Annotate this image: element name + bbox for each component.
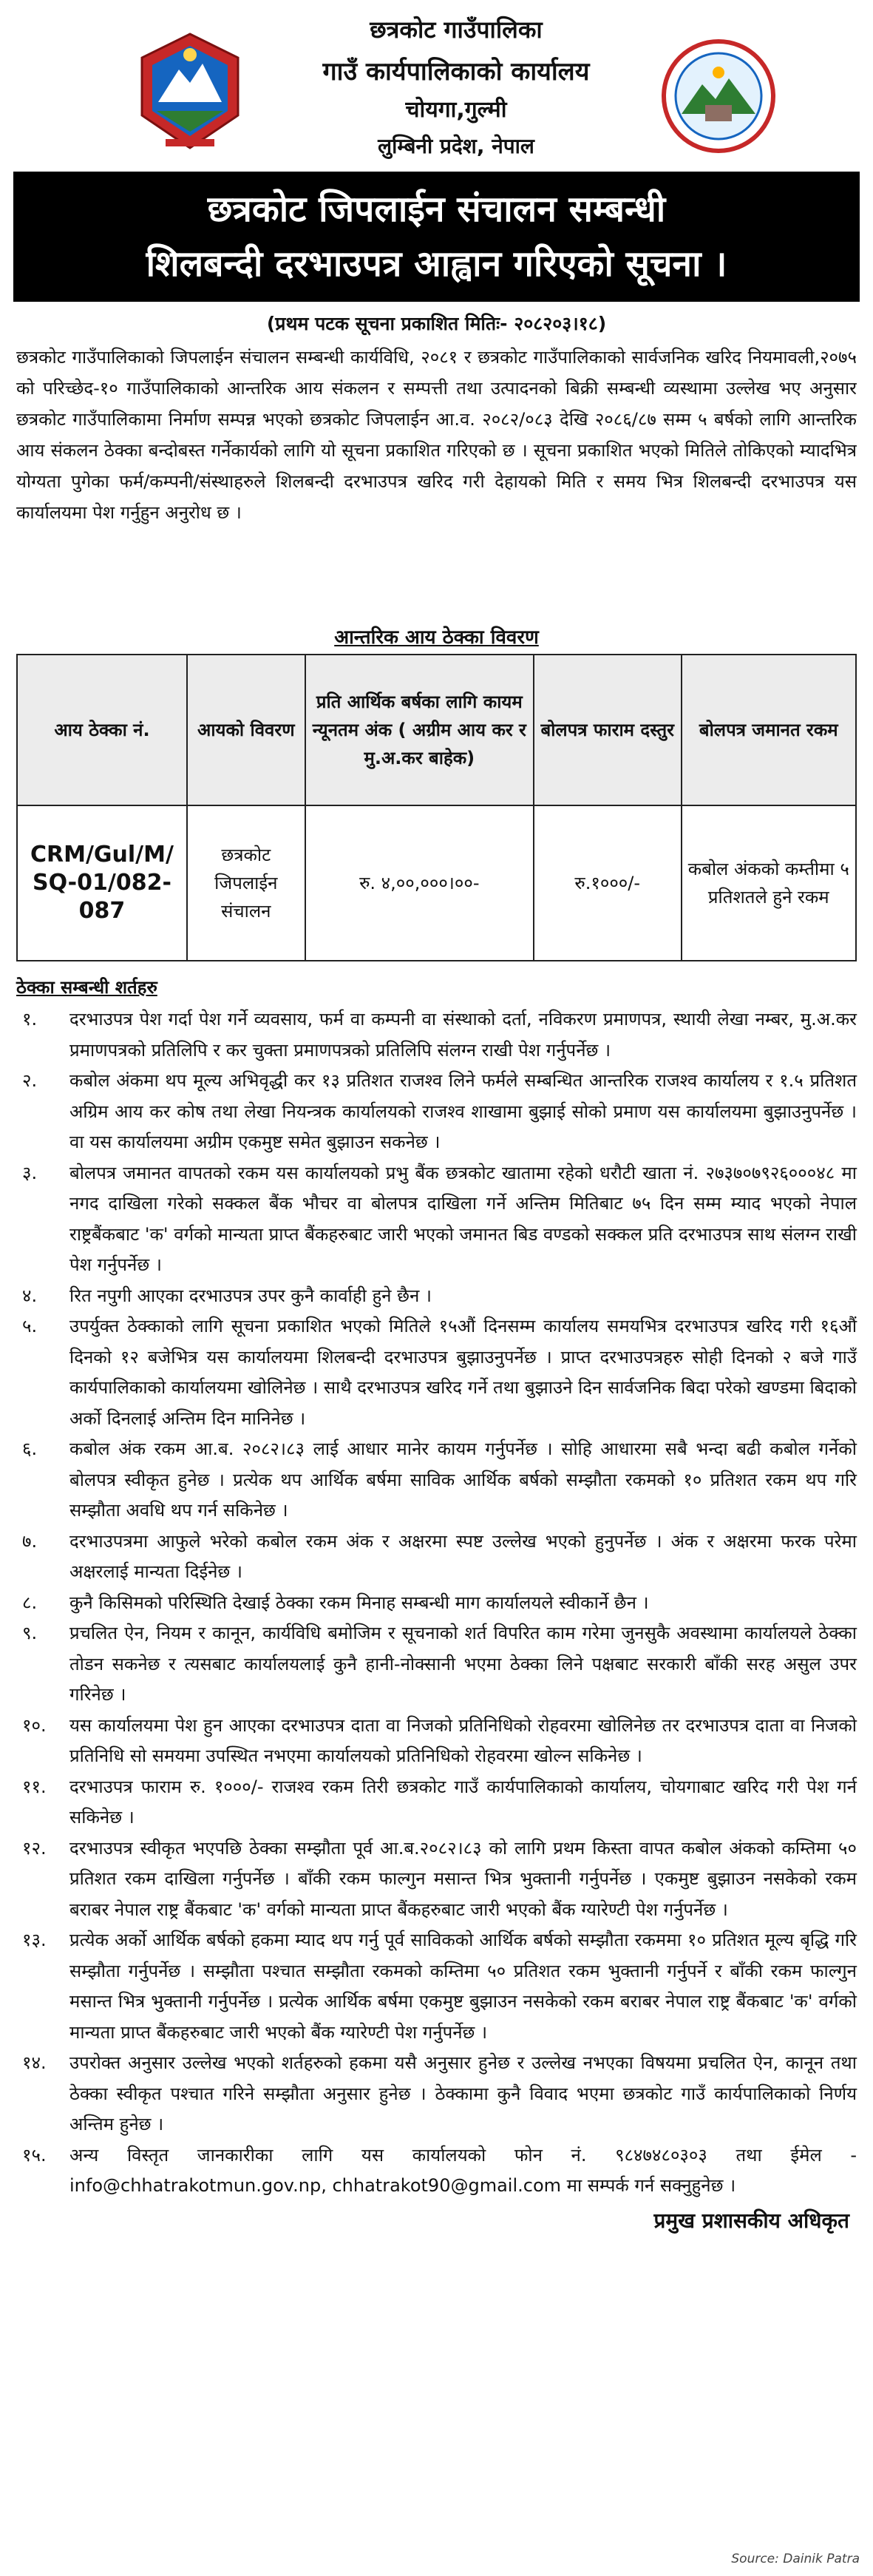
term-number: १.: [22, 1009, 38, 1030]
term-text: दरभाउपत्र पेश गर्दा पेश गर्ने व्यवसाय, फर्म वा कम्पनी वा संस्थाको दर्ता, नविकरण प्रमाणपत्र, स्थायी लेखा नम्बर, मु.अ.कर प्रमाणपत्रको प्रतिलिपि र कर चुक्ता प्रमाणपत्रको प्रतिलिपि संलग्न राखी पेश गर्नुपर्नेछ ।: [69, 1009, 857, 1061]
org-name: छत्रकोट गाउँपालिका: [370, 16, 543, 44]
term-text: कबोल अंक रकम आ.ब. २०८२।८३ लाई आधार मानेर कायम गर्नुपर्नेछ । सोहि आधारमा सबै भन्दा बढी कबोल गर्नेको बोलपत्र स्वीकृत हुनेछ । प्रत्येक थप आर्थिक बर्षमा साविक आर्थिक बर्षको सम्झौता रकमको १० प्रतिशत रकम थप गरि सम्झौता अवधि थप गर्न सकिनेछ ।: [69, 1439, 857, 1521]
term-number: १०.: [22, 1714, 47, 1736]
terms-list: [16, 1004, 857, 2202]
table-header-row: [17, 655, 856, 805]
municipality-seal-icon: [659, 37, 778, 155]
notice-title-banner: [13, 172, 860, 302]
cell-min-amount: रु. ४,००,०००।००-: [305, 805, 534, 961]
letterhead: [16, 0, 857, 172]
term-text: उपरोक्त अनुसार उल्लेख भएको शर्तहरुको हकमा यसै अनुसार हुनेछ र उल्लेख नभएका विषयमा प्रचलित ऐन, कानून तथा ठेक्का स्वीकृत पश्चात गरिने सम्झौता अनुसार हुनेछ । ठेक्कामा कुनै विवाद भएमा छत्रकोट गाउँ कार्यपालिकाको निर्णय अन्तिम हुनेछ ।: [69, 2052, 857, 2134]
notice-title-line-1: छत्रकोट जिपलाईन संचालन सम्बन्धी: [207, 189, 666, 230]
list-item: [16, 1527, 857, 1588]
header-contract-no: आय ठेक्का नं.: [17, 655, 187, 805]
header-security: बोलपत्र जमानत रकम: [682, 655, 856, 805]
signatory-title: प्रमुख प्रशासकीय अधिकृत: [653, 2208, 849, 2233]
list-item: [16, 1066, 857, 1158]
list-item: [16, 1711, 857, 1772]
term-number: ७.: [22, 1530, 38, 1552]
table-row: [17, 805, 856, 961]
list-item: [16, 1158, 857, 1281]
term-text: कुनै किसिमको परिस्थिति देखाई ठेक्का रकम मिनाह सम्बन्धी माग कार्यालयले स्वीकार्ने छैन ।: [69, 1592, 649, 1613]
term-text: रित नपुगी आएका दरभाउपत्र उपर कुनै कार्वाही हुने छैन ।: [69, 1285, 432, 1306]
list-item: [16, 1618, 857, 1711]
list-item: [16, 1588, 857, 1619]
cell-income-desc: छत्रकोट जिपलाईन संचालन: [187, 805, 305, 961]
list-item: [16, 1833, 857, 1926]
term-number: १३.: [22, 1930, 47, 1950]
list-item: [16, 1311, 857, 1434]
term-text: प्रचलित ऐन, नियम र कानून, कार्यविधि बमोजिम र सूचनाको शर्त विपरित काम गरेमा जुनसुकै अवस्थामा कार्यालयले ठेक्का तोडन सकनेछ र त्यसबाट कार्यालयलाई कुनै हानी-नोक्सानी भएमा ठेक्का लिने पक्षबाट सरकारी बाँकी सरह असुल उपर गरिनेछ ।: [69, 1623, 857, 1705]
source-credit: Source: Dainik Patra: [731, 2552, 860, 2566]
term-number: २.: [22, 1070, 38, 1091]
header-income-desc: आयको विवरण: [187, 655, 305, 805]
contract-table: [16, 654, 857, 961]
term-number: ९.: [22, 1623, 38, 1643]
term-text: दरभाउपत्रमा आफुले भरेको कबोल रकम अंक र अक्षरमा स्पष्ट उल्लेख भएको हुनुपर्नेछ । अंक र अक्षरमा फरक परेमा अक्षरलाई मान्यता दिईनेछ ।: [69, 1530, 857, 1582]
cell-contract-no: CRM/Gul/M/ SQ-01/082-087: [17, 805, 187, 961]
list-item: [16, 1004, 857, 1066]
term-text: कबोल अंकमा थप मूल्य अभिवृद्धी कर १३ प्रतिशत राजश्व लिने फर्मले सम्बन्धित आन्तरिक राजश्व कार्यालय र १.५ प्रतिशत अग्रिम आय कर कोष तथा लेखा नियन्त्रक कार्यालयको राजश्व शाखामा बुझाई सोको प्रमाण यस कार्यालयमा बुझाउनुपर्नेछ । वा यस कार्यालयमा अग्रीम एकमुष्ट समेत बुझाउन सकनेछ ।: [69, 1070, 857, 1152]
term-text: दरभाउपत्र स्वीकृत भएपछि ठेक्का सम्झौता पूर्व आ.ब.२०८२।८३ को लागि प्रथम किस्ता वापत कबोल अंकको कम्तिमा ५० प्रतिशत रकम दाखिला गर्नुपर्नेछ । बाँकी रकम फाल्गुन मसान्त भित्र भुक्तानी गर्नुपर्नेछ । एकमुष्ट बुझाउन नसकेको रकम बराबर नेपाल राष्ट्र बैंकबाट 'क' वर्गको मान्यता प्राप्त बैंकहरुबाट जारी भएको बैंक ग्यारेण्टी पेश गर्नुपर्नेछ ।: [69, 1837, 857, 1920]
office-address: चोयगा,गुल्मी: [405, 97, 507, 123]
term-number: ६.: [22, 1439, 38, 1459]
list-item: [16, 1772, 857, 1833]
term-number: ४.: [22, 1285, 38, 1306]
province-name: लुम्बिनी प्रदेश, नेपाल: [378, 134, 534, 158]
term-text: प्रत्येक अर्को आर्थिक बर्षको हकमा म्याद थप गर्नु पूर्व साविकको आर्थिक बर्षको सम्झौता रकममा १० प्रतिशत मूल्य बृद्धि गरि सम्झौता गर्नुपर्नेछ । सम्झौता पश्चात सम्झौता रकमको कम्तिमा ५० प्रतिशत रकम भुक्तानी गर्नुपर्ने र बाँकी रकम फाल्गुन मसान्त भित्र भुक्तानी गर्नुपर्नेछ । प्रत्येक आर्थिक बर्षमा एकमुष्ट बुझाउन नसकेको रकम बराबर नेपाल राष्ट्र बैंकबाट 'क' वर्गको मान्यता प्राप्त बैंकहरुबाट जारी भएको बैंक ग्यारेण्टी पेश गर्नुपर्नेछ ।: [69, 1930, 857, 2043]
publication-date: (प्रथम पटक सूचना प्रकाशित मितिः- २०८२०३।१८): [266, 313, 607, 334]
term-text: यस कार्यालयमा पेश हुन आएका दरभाउपत्र दाता वा निजको प्रतिनिधिको रोहवरमा खोलिनेछ तर दरभाउपत्र दाता वा निजको प्रतिनिधि सो समयमा उपस्थित नभएमा कार्यालयको प्रतिनिधिको रोहवरमा खोल्न सकिनेछ ।: [69, 1714, 857, 1766]
list-item: [16, 1925, 857, 2048]
term-text: उपर्युक्त ठेक्काको लागि सूचना प्रकाशित भएको मितिले १५औं दिनसम्म कार्यालय समयभित्र दरभाउपत्र खरिद गरी १६औं दिनको १२ बजेभित्र यस कार्यालयमा शिलबन्दी दरभाउपत्र बुझाउनुपर्नेछ । प्राप्त दरभाउपत्रहरु सोही दिनको २ बजे गाउँ कार्यपालिकाको कार्यालयमा खोलिनेछ । साथै दरभाउपत्र खरिद गर्ने तथा बुझाउने दिन सार्वजनिक बिदा परेको खण्डमा बिदाको अर्को दिनलाई अन्तिम दिन मानिनेछ ।: [69, 1316, 857, 1429]
cell-form-fee: रु.१०००/-: [534, 805, 682, 961]
term-number: १२.: [22, 1837, 47, 1859]
term-number: ८.: [22, 1592, 38, 1613]
intro-paragraph: छत्रकोट गाउँपालिकाको जिपलाईन संचालन सम्बन्धी कार्यविधि, २०८१ र छत्रकोट गाउँपालिकाको सार्वजनिक खरिद नियमावली,२०७५ को परिच्छेद-१० गाउँपालिकाको आन्तरिक आय संकलन र सम्पत्ती तथा उत्पादनको बिक्री सम्बन्धी व्यस्थामा उल्लेख भए अनुसार छत्रकोट गाउँपालिकामा निर्माण सम्पन्न भएको छत्रकोट जिपलाईन आ.व. २०८२/०८३ देखि २०८६/८७ सम्म ५ बर्षको लागि आन्तरिक आय संकलन ठेक्का बन्दोबस्त गर्नेकार्यको लागि यो सूचना प्रकाशित गरिएको छ । सूचना प्रकाशित भएको मितिले तोकिएको म्यादभित्र योग्यता पुगेका फर्म/कम्पनी/संस्थाहरुले शिलबन्दी दरभाउपत्र खरिद गरी देहायको मिति र समय भित्र शिलबन्दी दरभाउपत्र यस कार्यालयमा पेश गर्नुहुन अनुरोध छ ।: [16, 347, 857, 523]
table-title: आन्तरिक आय ठेक्का विवरण: [334, 626, 539, 649]
term-text: अन्य विस्तृत जानकारीका लागि यस कार्यालयको फोन नं. ९८४७४८०३०३ तथा ईमेल - info@chhatrakotmun.gov.np, chhatrakot90@gmail.com मा सम्पर्क गर्न सक्नुहुनेछ ।: [69, 2144, 857, 2196]
term-number: १५.: [22, 2144, 47, 2166]
nepal-emblem-icon: [127, 28, 253, 154]
terms-title: ठेक्का सम्बन्धी शर्तहरु: [16, 977, 157, 998]
list-item: [16, 1434, 857, 1527]
term-number: १४.: [22, 2052, 47, 2073]
term-number: ५.: [22, 1316, 38, 1336]
office-name: गाउँ कार्यपालिकाको कार्यालय: [322, 57, 590, 87]
header-min-amount: प्रति आर्थिक बर्षका लागि कायम न्यूनतम अंक ( अग्रीम आय कर र मु.अ.कर बाहेक): [305, 655, 534, 805]
term-text: दरभाउपत्र फाराम रु. १०००/- राजश्व रकम तिरी छत्रकोट गाउँ कार्यपालिकाको कार्यालय, चोयगाबाट खरिद गरी पेश गर्न सकिनेछ ।: [69, 1776, 857, 1828]
cell-security: कबोल अंकको कम्तीमा ५ प्रतिशतले हुने रकम: [682, 805, 856, 961]
list-item: [16, 1281, 857, 1312]
notice-title-line-2: शिलबन्दी दरभाउपत्र आह्वान गरिएको सूचना ।: [146, 243, 727, 285]
list-item: [16, 2140, 857, 2202]
term-number: ११.: [22, 1776, 47, 1797]
term-text: बोलपत्र जमानत वापतको रकम यस कार्यालयको प्रभु बैंक छत्रकोट खातामा रहेको धरौटी खाता नं. २७३७०७९२६०००४८ मा नगद दाखिला गरेको सक्कल बैंक भौचर वा बोलपत्र दाखिला गर्ने अन्तिम मितिबाट ७५ दिन सम्म म्याद भएको नेपाल राष्ट्रबैंकबाट 'क' वर्गको मान्यता प्राप्त बैंकहरुबाट जारी भएको जमानत बिड वण्डको सक्कल प्रति दरभाउपत्र साथ संलग्न राखी पेश गर्नुपर्नेछ ।: [69, 1162, 857, 1275]
term-number: ३.: [22, 1162, 38, 1183]
list-item: [16, 2048, 857, 2140]
header-form-fee: बोलपत्र फाराम दस्तुर: [534, 655, 682, 805]
